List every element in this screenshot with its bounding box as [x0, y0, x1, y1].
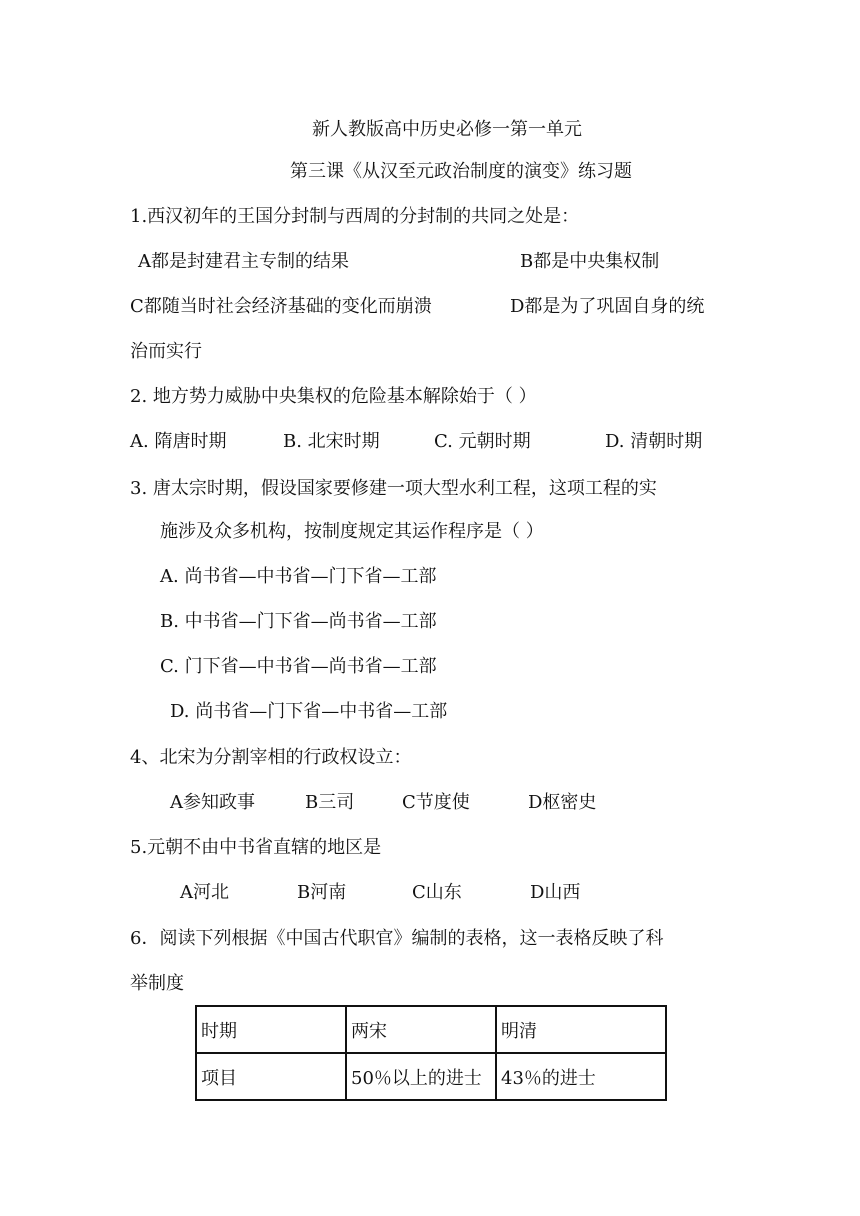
question-2-stem: 2. 地方势力威胁中央集权的危险基本解除始于（ ） [130, 386, 537, 407]
table-row [196, 1006, 666, 1053]
table-cell: 时期 [196, 1006, 346, 1053]
question-5-option-d: D山西 [530, 882, 581, 903]
question-3-stem-line-2: 施涉及众多机构，按制度规定其运作程序是（ ） [160, 521, 544, 542]
table-cell: 明清 [496, 1006, 666, 1053]
question-3-stem-line-1: 3. 唐太宗时期，假设国家要修建一项大型水利工程，这项工程的实 [130, 478, 657, 499]
question-3-option-b: B. 中书省—门下省—尚书省—工部 [160, 611, 437, 632]
question-1-option-d: D都是为了巩固自身的统 [510, 296, 705, 317]
question-1-option-b: B都是中央集权制 [520, 251, 660, 272]
table-cell: 项目 [196, 1053, 346, 1100]
question-4-option-d: D枢密史 [528, 792, 597, 813]
document-title: 新人教版高中历史必修一第一单元 [312, 119, 582, 140]
table-cell: 两宋 [346, 1006, 496, 1053]
table-row [196, 1053, 666, 1100]
question-4-stem: 4、北宋为分割宰相的行政权设立： [130, 747, 412, 768]
question-1-option-d-continued: 治而实行 [130, 341, 202, 362]
table-cell: 43％的进士 [496, 1053, 666, 1100]
question-4-option-a: A参知政事 [170, 792, 255, 813]
question-3-option-d: D. 尚书省—门下省—中书省—工部 [170, 701, 448, 722]
question-1-stem: 1.西汉初年的王国分封制与西周的分封制的共同之处是： [130, 206, 580, 227]
question-5-stem: 5.元朝不由中书省直辖的地区是 [130, 837, 382, 858]
question-6-table [195, 1005, 667, 1101]
question-1-option-c: C都随当时社会经济基础的变化而崩溃 [130, 296, 432, 317]
question-2-option-a: A. 隋唐时期 [130, 431, 227, 452]
question-4-option-b: B三司 [305, 792, 355, 813]
question-6-stem-line-2: 举制度 [130, 973, 184, 994]
question-4-option-c: C节度使 [402, 792, 470, 813]
document-subtitle: 第三课《从汉至元政治制度的演变》练习题 [290, 161, 632, 182]
question-6-stem-line-1: 6．阅读下列根据《中国古代职官》编制的表格，这一表格反映了科 [130, 928, 664, 949]
question-5-option-a: A河北 [180, 882, 229, 903]
question-3-option-a: A. 尚书省—中书省—门下省—工部 [160, 566, 437, 587]
question-5-option-b: B河南 [297, 882, 347, 903]
table-cell: 50％以上的进士 [346, 1053, 496, 1100]
question-3-option-c: C. 门下省—中书省—尚书省—工部 [160, 656, 437, 677]
question-2-option-b: B. 北宋时期 [283, 431, 380, 452]
question-5-option-c: C山东 [412, 882, 462, 903]
question-2-option-c: C. 元朝时期 [434, 431, 531, 452]
question-2-option-d: D. 清朝时期 [605, 431, 703, 452]
question-1-option-a: A都是封建君主专制的结果 [138, 251, 349, 272]
